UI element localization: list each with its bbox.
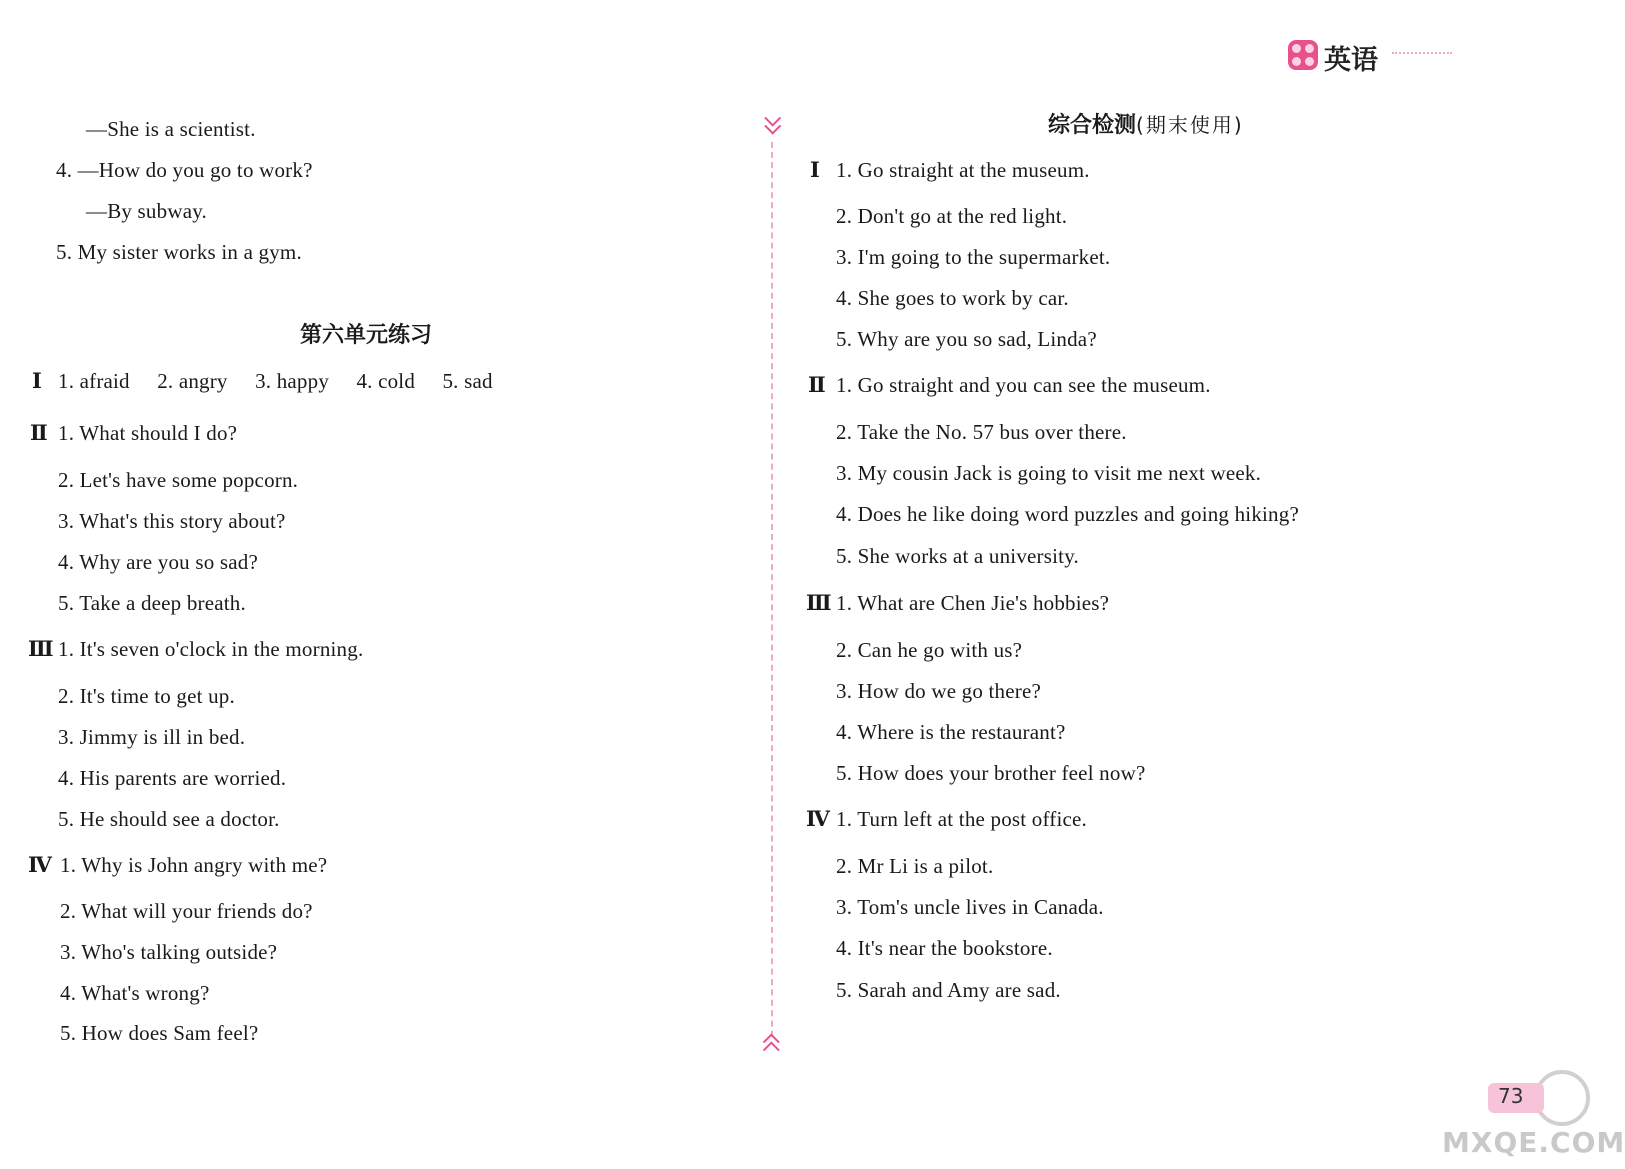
answer-line: 4. His parents are worried.	[58, 766, 287, 790]
answer-line: 3. My cousin Jack is going to visit me next week.	[836, 461, 1262, 485]
answer-line: 1. Why is John angry with me?	[60, 853, 328, 877]
exam-title-sub: (期末使用)	[1136, 113, 1244, 137]
flower-logo-icon	[1288, 40, 1318, 70]
answer-line: 5. Why are you so sad, Linda?	[836, 327, 1097, 351]
decorative-dots	[1392, 52, 1452, 62]
answer-line: 5. Sarah and Amy are sad.	[836, 978, 1061, 1002]
answer-line: 4. She goes to work by car.	[836, 286, 1069, 310]
section-label: Ⅲ	[806, 591, 832, 615]
answer-line: 2. What will your friends do?	[60, 899, 313, 923]
answer-line: 5. How does Sam feel?	[60, 1021, 259, 1045]
answer-line: 4. It's near the bookstore.	[836, 936, 1053, 960]
answer-line: 1. Turn left at the post office.	[836, 807, 1087, 831]
answer-line: 4. Where is the restaurant?	[836, 720, 1066, 744]
answer-line: 2. Don't go at the red light.	[836, 204, 1068, 228]
exam-title-main: 综合检测	[1048, 113, 1137, 138]
page-divider	[762, 112, 782, 1062]
answer-line: 1. It's seven o'clock in the morning.	[58, 637, 364, 661]
exam-title	[1048, 108, 1244, 139]
answer-line: 2. Can he go with us?	[836, 638, 1023, 662]
answer-item: 5. sad	[442, 369, 493, 393]
answer-line: 3. Tom's uncle lives in Canada.	[836, 895, 1104, 919]
page-number: 73	[1498, 1084, 1524, 1108]
answer-line: —By subway.	[86, 199, 208, 223]
answer-line: 4. Does he like doing word puzzles and going hiking?	[836, 502, 1299, 526]
answer-line: 3. What's this story about?	[58, 509, 286, 533]
unit-title: 第六单元练习	[300, 323, 433, 348]
section-label: Ⅱ	[30, 421, 48, 445]
answer-line: 1. What should I do?	[58, 421, 238, 445]
dashed-line	[771, 142, 773, 922]
answer-line: 5. How does your brother feel now?	[836, 761, 1146, 785]
answer-line: 3. I'm going to the supermarket.	[836, 245, 1111, 269]
answer-line: 5. She works at a university.	[836, 544, 1079, 568]
section-label: Ⅰ	[32, 369, 42, 393]
inline-answers	[58, 368, 515, 394]
answer-line: 1. Go straight and you can see the museum.	[836, 373, 1211, 397]
answer-line: 2. Mr Li is a pilot.	[836, 854, 994, 878]
answer-item: 2. angry	[157, 369, 228, 393]
watermark-text: MXQE.COM	[1442, 1126, 1625, 1159]
answer-line: 2. Take the No. 57 bus over there.	[836, 420, 1127, 444]
answer-line: 4. —How do you go to work?	[56, 158, 313, 182]
answer-item: 3. happy	[255, 369, 330, 393]
answer-line: 2. Let's have some popcorn.	[58, 468, 299, 492]
answer-item: 1. afraid	[58, 369, 130, 393]
section-label: Ⅱ	[808, 373, 826, 397]
section-label: Ⅲ	[28, 637, 54, 661]
section-label: Ⅳ	[28, 853, 52, 877]
answer-item: 4. cold	[356, 369, 416, 393]
section-label: Ⅳ	[806, 807, 830, 831]
answer-line: 1. Go straight at the museum.	[836, 158, 1090, 182]
answer-line: 5. My sister works in a gym.	[56, 240, 302, 264]
answer-line: 5. Take a deep breath.	[58, 591, 246, 615]
subject-title: 英语	[1324, 45, 1378, 76]
answer-line: 1. What are Chen Jie's hobbies?	[836, 591, 1110, 615]
dashed-line	[771, 927, 773, 1037]
answer-line: 2. It's time to get up.	[58, 684, 235, 708]
section-label: Ⅰ	[810, 158, 820, 182]
answer-line: —She is a scientist.	[86, 117, 256, 141]
answer-line: 4. Why are you so sad?	[58, 550, 258, 574]
answer-line: 5. He should see a doctor.	[58, 807, 280, 831]
answer-line: 4. What's wrong?	[60, 981, 210, 1005]
answer-line: 3. Jimmy is ill in bed.	[58, 725, 246, 749]
answer-line: 3. Who's talking outside?	[60, 940, 278, 964]
answer-line: 3. How do we go there?	[836, 679, 1042, 703]
header-logo	[1288, 36, 1453, 76]
